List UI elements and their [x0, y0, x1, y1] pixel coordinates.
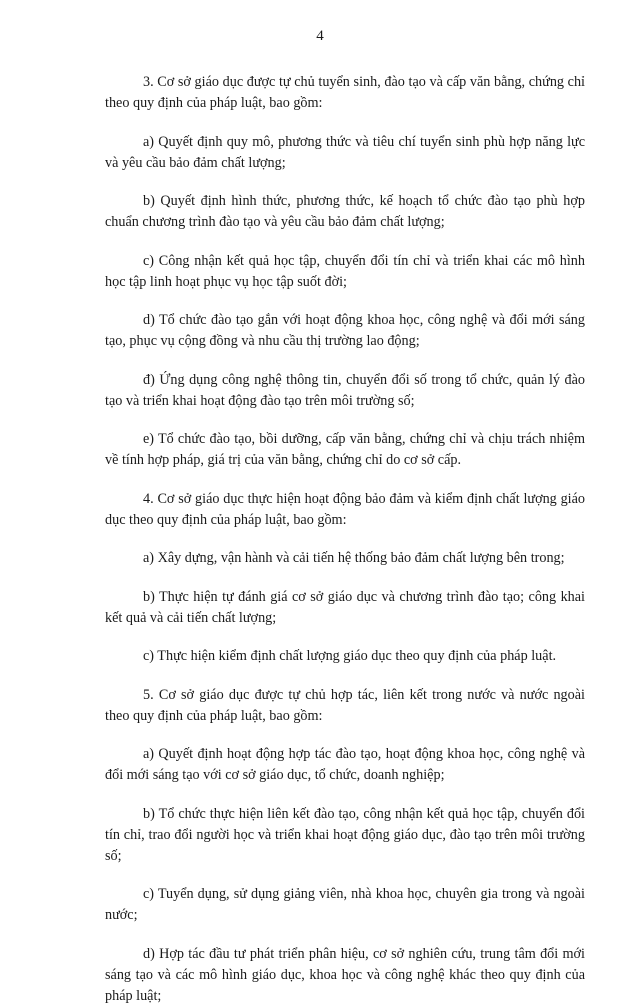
clause-4-item-c: c) Thực hiện kiểm định chất lượng giáo dục theo quy định của pháp luật.: [143, 648, 557, 664]
document-body: [105, 72, 585, 1007]
clause-5-intro: 5. Cơ sở giáo dục được tự chủ hợp tác, liên kết trong nước và nước ngoài theo quy định của pháp luật, bao gồm:: [105, 686, 585, 724]
clause-5-item-d: d) Hợp tác đầu tư phát triển phân hiệu, cơ sở nghiên cứu, trung tâm đổi mới sáng tạo và các mô hình giáo dục, khoa học và công nghệ khác theo quy định của pháp luật;: [105, 945, 585, 1004]
clause-4-item-b: b) Thực hiện tự đánh giá cơ sở giáo dục và chương trình đào tạo; công khai kết quả và cải tiến chất lượng;: [105, 588, 585, 626]
page-number: 4: [316, 28, 324, 44]
clause-3-intro: 3. Cơ sở giáo dục được tự chủ tuyển sinh, đào tạo và cấp văn bằng, chứng chỉ theo quy định của pháp luật, bao gồm:: [105, 74, 585, 111]
clause-5-item-b: b) Tổ chức thực hiện liên kết đào tạo, công nhận kết quả học tập, chuyển đổi tín chỉ, trao đổi người học và triển khai hoạt động giáo dục, đào tạo trên môi trường số;: [105, 805, 585, 864]
clause-5-item-a: a) Quyết định hoạt động hợp tác đào tạo, hoạt động khoa học, công nghệ và đổi mới sáng tạo với cơ sở giáo dục, tổ chức, doanh nghiệp;: [105, 746, 585, 783]
clause-3-item-b: b) Quyết định hình thức, phương thức, kế hoạch tổ chức đào tạo phù hợp chuẩn chương trình đào tạo và yêu cầu bảo đảm chất lượng;: [105, 193, 585, 230]
clause-3-item-c: c) Công nhận kết quả học tập, chuyển đổi tín chỉ và triển khai các mô hình học tập linh hoạt phục vụ học tập suốt đời;: [105, 252, 585, 290]
clause-4-intro: 4. Cơ sở giáo dục thực hiện hoạt động bảo đảm và kiểm định chất lượng giáo dục theo quy định của pháp luật, bao gồm:: [105, 490, 585, 528]
clause-4-item-a: a) Xây dựng, vận hành và cải tiến hệ thống bảo đảm chất lượng bên trong;: [143, 550, 565, 566]
clause-3-item-e: e) Tổ chức đào tạo, bồi dưỡng, cấp văn bằng, chứng chỉ và chịu trách nhiệm về tính hợp pháp, giá trị của văn bằng, chứng chỉ do cơ sở cấp.: [105, 431, 585, 468]
clause-3-item-d: d) Tổ chức đào tạo gắn với hoạt động khoa học, công nghệ và đổi mới sáng tạo, phục vụ cộng đồng và nhu cầu thị trường lao động;: [105, 312, 585, 349]
clause-3-item-a: a) Quyết định quy mô, phương thức và tiêu chí tuyển sinh phù hợp năng lực và yêu cầu bảo đảm chất lượng;: [105, 133, 585, 171]
clause-5-item-c: c) Tuyển dụng, sử dụng giảng viên, nhà khoa học, chuyên gia trong và ngoài nước;: [105, 886, 585, 923]
clause-3-item-dd: đ) Ứng dụng công nghệ thông tin, chuyển đổi số trong tổ chức, quản lý đào tạo và triển khai hoạt động đào tạo trên môi trường số;: [105, 371, 585, 409]
